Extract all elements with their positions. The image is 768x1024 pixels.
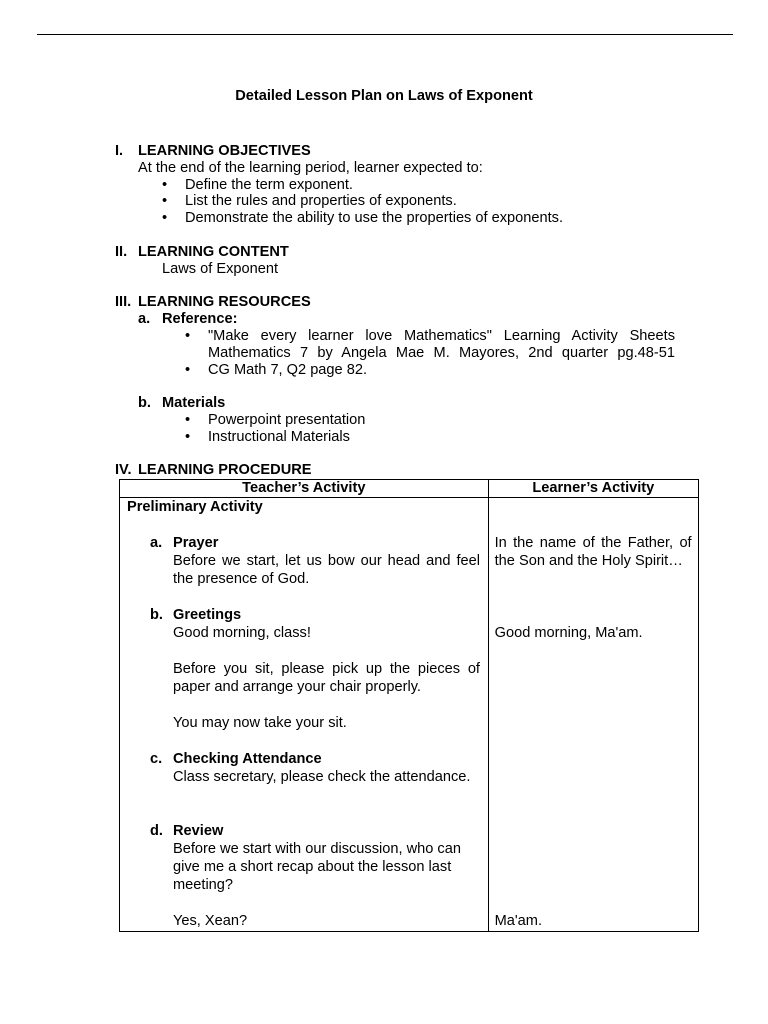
header-rule [37,34,733,35]
document-title: Detailed Lesson Plan on Laws of Exponent [235,88,533,104]
attendance-heading: Checking Attendance [173,751,322,767]
objectives-intro: At the end of the learning period, learner expected to: [138,160,483,176]
greetings-learner-response: Good morning, Ma'am. [494,625,643,641]
attendance-letter: c. [150,751,163,767]
objective-item: • Define the term exponent. [185,177,353,194]
section-heading-objectives: LEARNING OBJECTIVES [138,143,311,159]
greetings-teacher-text: You may now take your sit. [173,715,347,731]
reference-heading: Reference: [162,311,238,327]
review-learner-response: Ma'am. [494,913,543,929]
preliminary-activity-label: Preliminary Activity [127,499,263,515]
greetings-heading: Greetings [173,607,242,623]
greetings-letter: b. [150,607,163,623]
section-heading-procedure: LEARNING PROCEDURE [138,462,312,478]
materials-heading: Materials [162,395,226,411]
attendance-teacher-text: Class secretary, please check the attendance. [173,769,471,785]
review-teacher-text: Yes, Xean? [173,913,248,929]
greetings-teacher-text: Before you sit, please pick up the pieces of paper and arrange your chair properly. [173,661,480,695]
content-text: Laws of Exponent [162,261,279,277]
prayer-learner-response: In the name of the Father, of the Son and the Holy Spirit… [494,535,692,569]
procedure-table [119,479,699,932]
teacher-activity-cell [120,498,489,932]
greetings-teacher-text: Good morning, class! [173,625,311,641]
reference-letter: a. [138,311,151,327]
review-heading: Review [173,823,224,839]
table-header-row [120,480,699,498]
table-row [120,498,699,932]
prayer-teacher-text: Before we start, let us bow our head and feel the presence of God. [173,553,480,587]
prayer-letter: a. [150,535,163,551]
teacher-activity-header: Teacher’s Activity [120,480,489,498]
prayer-heading: Prayer [173,535,219,551]
reference-item-text: "Make every learner love Mathematics" Learning Activity Sheets Mathematics 7 by Angela Mae M. Mayores, 2nd quarter pg.48-51 [208,328,675,361]
review-teacher-text: Before we start with our discussion, who can give me a short recap about the lesson last meeting? [173,841,461,893]
section-numeral-objectives: I. [115,143,124,159]
materials-letter: b. [138,395,151,411]
reference-item: • CG Math 7, Q2 page 82. [208,362,367,379]
learner-activity-header: Learner’s Activity [488,480,698,498]
section-numeral-content: II. [115,244,128,260]
section-heading-content: LEARNING CONTENT [138,244,289,260]
objective-item: • List the rules and properties of exponents. [185,193,457,210]
review-letter: d. [150,823,163,839]
material-item: • Instructional Materials [208,429,350,446]
material-item: • Powerpoint presentation [208,412,365,429]
reference-item [208,328,675,362]
section-numeral-resources: III. [115,294,132,310]
section-heading-resources: LEARNING RESOURCES [138,294,311,310]
objective-item: • Demonstrate the ability to use the properties of exponents. [185,210,563,227]
learner-activity-cell [488,498,698,932]
section-numeral-procedure: IV. [115,462,132,478]
